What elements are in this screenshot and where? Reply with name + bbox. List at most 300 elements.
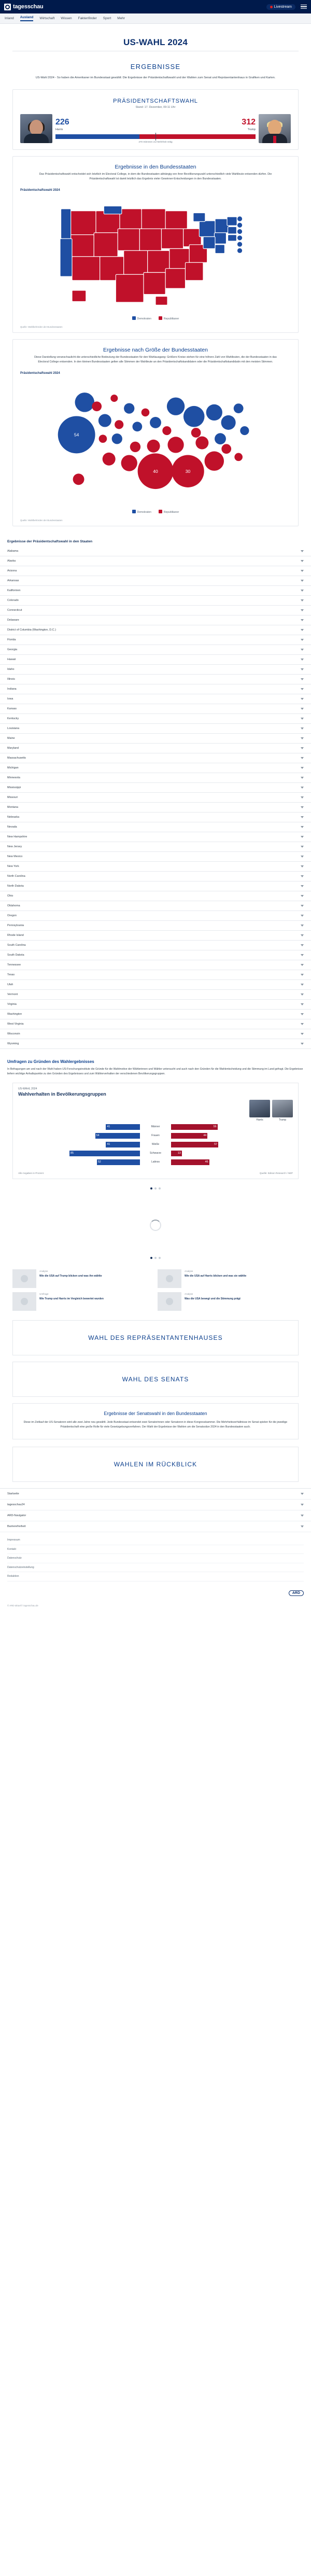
poll-row-label: Latinos <box>151 1160 160 1164</box>
results-heading: ERGEBNISSE <box>130 63 181 71</box>
poll-value-right: 56 <box>213 1125 217 1129</box>
poll-chart <box>13 1124 298 1170</box>
state-accordion-label: Florida <box>7 638 16 641</box>
state-accordion-row[interactable] <box>0 842 311 852</box>
chevron-down-icon <box>301 816 304 818</box>
teaser-text <box>39 1269 102 1288</box>
legend-democrats: Demokraten <box>132 316 151 320</box>
page-title: US-WAHL 2024 <box>123 37 188 47</box>
poll-kicker: US-WAHL 2024 <box>18 1087 37 1090</box>
poll-row <box>18 1132 293 1139</box>
footer-row[interactable] <box>0 1500 311 1510</box>
state-accordion-row[interactable] <box>0 881 311 891</box>
chevron-down-icon <box>301 885 304 887</box>
footer-row[interactable] <box>0 1489 311 1500</box>
teaser-kicker: Umfrage <box>39 1292 49 1295</box>
state-accordion-row[interactable] <box>0 704 311 714</box>
chevron-down-icon <box>301 550 304 552</box>
teaser-item[interactable] <box>158 1292 299 1311</box>
teaser-kicker: Analyse <box>185 1292 193 1295</box>
ard-logo[interactable]: ARD <box>289 1590 304 1596</box>
state-accordion-label: North Dakota <box>7 884 24 888</box>
presidential-timestamp: Stand: 17. Dezember, 09:11 Uhr <box>135 105 176 109</box>
poll-value-left: 54 <box>96 1134 100 1138</box>
state-accordion-row[interactable] <box>0 852 311 862</box>
chevron-down-icon <box>301 560 304 562</box>
state-accordion-label: Arkansas <box>7 579 19 582</box>
state-accordion-row[interactable] <box>0 744 311 753</box>
state-accordion-label: West Virginia <box>7 1022 24 1026</box>
poll-carousel-dots[interactable] <box>0 1184 311 1197</box>
chevron-down-icon <box>301 905 304 907</box>
state-accordion-row[interactable] <box>0 556 311 566</box>
state-accordion-row[interactable] <box>0 931 311 941</box>
states-accordion-title: Ergebnisse der Präsidentschaftswahl in den Staaten <box>7 539 93 543</box>
chevron-down-icon <box>301 747 304 749</box>
teaser-item[interactable] <box>12 1269 153 1288</box>
senate-states-title: Ergebnisse der Senatswahl in den Bundesstaaten <box>104 1410 207 1416</box>
poll-footer <box>13 1170 298 1179</box>
us-bubble-map[interactable] <box>13 378 298 508</box>
footer-link[interactable]: Datenschutz <box>7 1556 304 1563</box>
teaser-thumbnail <box>12 1292 36 1311</box>
nav-item-faktenfinder[interactable]: Faktenfinder <box>78 17 97 20</box>
chevron-down-icon <box>301 895 304 897</box>
state-accordion-row[interactable] <box>0 891 311 901</box>
map1-legend <box>13 314 298 326</box>
state-accordion-row[interactable] <box>0 665 311 675</box>
chevron-down-icon <box>301 1515 304 1517</box>
svg-text:40: 40 <box>153 468 158 474</box>
chevron-down-icon <box>301 856 304 858</box>
state-accordion-label: District of Columbia (Washington, D.C.) <box>7 628 56 632</box>
trump-portrait <box>259 114 291 143</box>
state-accordion-label: Kentucky <box>7 717 19 720</box>
candidate-row <box>13 114 298 143</box>
chevron-down-icon <box>301 1013 304 1015</box>
us-choropleth-map[interactable] <box>13 195 298 314</box>
poll-card <box>12 1083 299 1179</box>
chevron-down-icon <box>301 1003 304 1005</box>
elector-counts <box>52 118 259 143</box>
state-accordion-row[interactable] <box>0 832 311 842</box>
state-accordion-label: Indiana <box>7 687 17 691</box>
state-accordion-label: New Jersey <box>7 845 22 848</box>
state-accordion-label: North Carolina <box>7 874 25 878</box>
state-accordion-label: Michigan <box>7 766 19 769</box>
chevron-down-icon <box>301 836 304 838</box>
poll-row-label: Weiße <box>151 1143 160 1146</box>
chevron-down-icon <box>301 1033 304 1035</box>
state-accordion-label: Maine <box>7 736 15 740</box>
secondary-carousel-dots[interactable] <box>0 1254 311 1266</box>
harris-electors: 226 <box>55 117 69 127</box>
state-accordion-label: Maryland <box>7 746 19 750</box>
map1-text: Das Präsidentschaftswahl entscheidet sich letztlich im Electoral College, in dem die Bundesstaaten abhängig von ihrer Bevölkerungszahl unterschiedlich viele Wahlleute entsenden dürfen. Die Präsidentschaftswahl ist damit letztlich das Ergebnis vieler Gewinner-Entscheidungen in den Bundesstaaten. <box>39 172 272 180</box>
map2-subtitle: Präsidentschaftswahl 2024 <box>20 371 60 375</box>
footer-broadcaster <box>0 1585 311 1604</box>
surveys-text: In Befragungen am und nach der Wahl haben US-Forschungsinstitute die Gründe für die Wahlmotive der Wählerinnen und Wähler untersucht und auch nach den Gründen für die Wahlentscheidung und die Stimmung im Land gefragt. Die Ergebnisse liefern wichtige Anhaltspunkte zu den Gründen des Ergebnisses und zum Wählerverhalten der verschiedenen Bevölkerungsgruppen. <box>7 1067 303 1075</box>
presidential-result-card <box>12 89 299 150</box>
state-accordion-label: Delaware <box>7 618 19 622</box>
state-accordion-label: Vermont <box>7 992 18 996</box>
state-accordion-row[interactable] <box>0 1029 311 1039</box>
state-accordion-row[interactable] <box>0 625 311 635</box>
teaser-item[interactable] <box>12 1292 153 1311</box>
poll-row-label: Schwarze <box>150 1152 161 1155</box>
state-accordion-label: Missouri <box>7 795 18 799</box>
harris-name: Harris <box>55 128 63 131</box>
chevron-down-icon <box>301 826 304 828</box>
chevron-down-icon <box>301 767 304 769</box>
chevron-down-icon <box>301 1023 304 1025</box>
state-accordion-label: Nevada <box>7 825 17 829</box>
footer-link[interactable]: Datenschutzeinstellung <box>7 1565 304 1573</box>
state-accordion-label: Nebraska <box>7 815 20 819</box>
states-accordion <box>0 547 311 1049</box>
state-accordion-label: Tennessee <box>7 963 21 967</box>
trump-electors: 312 <box>242 117 256 127</box>
state-accordion-row[interactable] <box>0 822 311 832</box>
state-accordion-row[interactable] <box>0 596 311 606</box>
state-accordion-label: New Hampshire <box>7 835 27 838</box>
chevron-down-icon <box>301 649 304 651</box>
image-placeholder-icon <box>21 1298 28 1305</box>
hamburger-menu-icon[interactable] <box>301 5 307 9</box>
map2-source: Quelle: Wahlbehörden der Bundesstaaten <box>20 519 63 522</box>
chevron-down-icon <box>301 915 304 917</box>
retrospective-section-banner[interactable]: WAHLEN IM RÜCKBLICK <box>12 1447 299 1482</box>
poll-head-harris <box>249 1100 270 1122</box>
map2-title: Ergebnisse nach Größe der Bundesstaaten <box>103 346 208 353</box>
state-accordion-row[interactable] <box>0 655 311 665</box>
nav-item-ausland[interactable]: Ausland <box>20 16 34 21</box>
teaser-text <box>185 1269 246 1288</box>
state-accordion-label: Montana <box>7 805 18 809</box>
chevron-down-icon <box>301 609 304 611</box>
carousel-dot-3[interactable] <box>159 1187 161 1189</box>
chevron-down-icon <box>301 865 304 867</box>
chevron-down-icon <box>301 639 304 641</box>
chevron-down-icon <box>301 806 304 808</box>
loading-area <box>0 1197 311 1254</box>
image-placeholder-icon <box>166 1298 173 1305</box>
footer-link[interactable]: Impressum <box>7 1537 304 1545</box>
size-results-map-card <box>12 339 299 526</box>
map2-legend <box>13 508 298 519</box>
chevron-down-icon <box>301 974 304 976</box>
poll-row <box>18 1141 293 1148</box>
state-accordion-label: Utah <box>7 983 13 986</box>
poll-value-right: 46 <box>205 1160 208 1164</box>
state-accordion-row[interactable] <box>0 1000 311 1010</box>
teaser-text <box>185 1292 241 1311</box>
chevron-down-icon <box>301 1525 304 1528</box>
footer-link[interactable]: Redaktion <box>7 1574 304 1581</box>
chevron-down-icon <box>301 708 304 710</box>
carousel2-dot-1[interactable] <box>150 1257 152 1259</box>
carousel2-dot-2[interactable] <box>154 1257 157 1259</box>
state-accordion-label: Hawaii <box>7 657 16 661</box>
footer-link[interactable]: Kontakt <box>7 1547 304 1555</box>
state-accordion-label: Illinois <box>7 677 15 681</box>
chevron-down-icon <box>301 688 304 690</box>
state-accordion-label: Louisiana <box>7 726 20 730</box>
state-accordion-row[interactable] <box>0 566 311 576</box>
state-accordion-row[interactable] <box>0 724 311 734</box>
poll-row <box>18 1159 293 1166</box>
state-accordion-row[interactable] <box>0 901 311 911</box>
loading-spinner-icon <box>150 1220 161 1231</box>
state-accordion-row[interactable] <box>0 635 311 645</box>
footer-row-label: tagesschau24 <box>7 1503 25 1507</box>
state-accordion-label: Texas <box>7 973 15 976</box>
state-accordion-label: South Dakota <box>7 953 24 957</box>
state-accordion-row[interactable] <box>0 1019 311 1029</box>
nav-item-inland[interactable]: Inland <box>5 17 14 20</box>
legend-republicans: Republikaner <box>159 316 179 320</box>
poll-value-right: 13 <box>177 1152 181 1155</box>
poll-value-left: 41 <box>107 1143 110 1146</box>
nav-item-mehr[interactable]: Mehr <box>117 17 125 20</box>
presidential-title: PRÄSIDENTSCHAFTSWAHL <box>113 97 198 104</box>
chevron-down-icon <box>301 944 304 946</box>
state-accordion-label: Georgia <box>7 648 18 651</box>
state-accordion-label: New York <box>7 864 19 868</box>
chevron-down-icon <box>301 619 304 621</box>
chevron-down-icon <box>301 629 304 631</box>
carousel2-dot-3[interactable] <box>159 1257 161 1259</box>
top-bar <box>0 0 311 13</box>
state-accordion-row[interactable] <box>0 793 311 803</box>
state-accordion-label: Mississippi <box>7 786 21 789</box>
copyright-text: © ARD-aktuell / tagesschau.de <box>7 1604 38 1607</box>
candidate-harris <box>20 114 52 143</box>
legend-democrats-2: Demokraten <box>132 510 151 514</box>
teaser-text <box>39 1292 104 1311</box>
footer-links <box>0 1532 311 1585</box>
brand-label: tagesschau <box>13 4 44 10</box>
legend-republicans-2: Republikaner <box>159 510 179 514</box>
teaser-headline: Wie Trump und Harris im Vergleich bewertet wurden <box>39 1297 104 1301</box>
elector-bar <box>55 134 256 139</box>
poll-row <box>18 1124 293 1130</box>
state-accordion-row[interactable] <box>0 763 311 773</box>
poll-head-trump <box>272 1100 293 1122</box>
teaser-headline: Wie die USA auf Harris blicken und was sie wählte <box>185 1275 247 1278</box>
state-accordion-row[interactable] <box>0 586 311 596</box>
poll-head-trump-name: Trump <box>278 1118 287 1122</box>
state-accordion-row[interactable] <box>0 606 311 615</box>
state-accordion-label: Alaska <box>7 559 16 563</box>
chevron-down-icon <box>301 875 304 877</box>
chevron-down-icon <box>301 993 304 996</box>
state-accordion-row[interactable] <box>0 783 311 793</box>
teaser-grid <box>12 1269 299 1311</box>
footer-row-label: ARD-Navigator <box>7 1514 26 1518</box>
senate-states-card <box>12 1403 299 1439</box>
state-accordion-row[interactable] <box>0 645 311 655</box>
chevron-down-icon <box>301 580 304 582</box>
chevron-down-icon <box>301 964 304 966</box>
state-accordion-label: Minnesota <box>7 776 20 779</box>
state-accordion-label: Colorado <box>7 598 19 602</box>
state-accordion-row[interactable] <box>0 714 311 724</box>
state-accordion-label: Kansas <box>7 707 17 710</box>
image-placeholder-icon <box>166 1275 173 1282</box>
chevron-down-icon <box>301 777 304 779</box>
chevron-down-icon <box>301 925 304 927</box>
teaser-thumbnail <box>158 1292 181 1311</box>
footer-row[interactable] <box>0 1521 311 1532</box>
state-accordion-label: Arizona <box>7 569 17 572</box>
state-accordion-label: South Carolina <box>7 943 26 947</box>
chevron-down-icon <box>301 1504 304 1506</box>
chevron-down-icon <box>301 698 304 700</box>
state-accordion-row[interactable] <box>0 911 311 921</box>
poll-head-harris-name: Harris <box>256 1118 263 1122</box>
surveys-title: Umfragen zu Gründen des Wahlergebnisses <box>7 1059 94 1064</box>
state-accordion-row[interactable] <box>0 675 311 684</box>
us-map-svg <box>13 195 298 314</box>
state-accordion-row[interactable] <box>0 960 311 970</box>
senate-section-banner[interactable]: WAHL DES SENATS <box>12 1362 299 1397</box>
state-accordion-row[interactable] <box>0 970 311 980</box>
chevron-down-icon <box>301 787 304 789</box>
state-accordion-label: Rhode Island <box>7 933 24 937</box>
chevron-down-icon <box>301 757 304 759</box>
poll-row-label: Frauen <box>151 1134 160 1138</box>
footer-row-label: Barrierefreiheit <box>7 1525 26 1529</box>
chevron-down-icon <box>301 846 304 848</box>
live-dot-icon <box>270 6 273 8</box>
state-accordion-label: Pennsylvania <box>7 923 24 927</box>
harris-portrait <box>20 114 52 143</box>
state-accordion-label: Wisconsin <box>7 1032 20 1035</box>
house-section-banner[interactable]: WAHL DES REPRÄSENTANTENHAUSES <box>12 1320 299 1355</box>
state-accordion-label: Massachusetts <box>7 756 26 760</box>
state-accordion-row[interactable] <box>0 694 311 704</box>
chevron-down-icon <box>301 570 304 572</box>
teaser-kicker: Analyse <box>39 1269 48 1272</box>
results-intro-text: US-Wahl 2024 - So haben die Amerikaner im Bundesstaat gewählt: Die Ergebnisse der Präsidentschaftswahl und der Wahlen zum Senat und Repräsentantenhaus in Grafiken und Karten. <box>35 76 276 79</box>
chevron-down-icon <box>301 678 304 680</box>
carousel-dot-1[interactable] <box>150 1187 152 1189</box>
state-accordion-row[interactable] <box>0 734 311 744</box>
state-accordion-row[interactable] <box>0 872 311 881</box>
svg-text:30: 30 <box>185 468 191 474</box>
poll-row <box>18 1150 293 1157</box>
state-accordion-label: New Mexico <box>7 855 23 858</box>
state-accordion-row[interactable] <box>0 950 311 960</box>
nav-item-sport[interactable]: Sport <box>103 17 111 20</box>
state-accordion-label: Oregon <box>7 914 17 917</box>
state-accordion-label: Iowa <box>7 697 13 701</box>
poll-value-right: 44 <box>203 1134 207 1138</box>
state-accordion-label: Virginia <box>7 1002 17 1006</box>
chevron-down-icon <box>301 984 304 986</box>
nav-item-wissen[interactable]: Wissen <box>61 17 72 20</box>
state-accordion-row[interactable] <box>0 1039 311 1049</box>
footer-row-label: Startseite <box>7 1492 19 1496</box>
tagesschau-logo[interactable] <box>4 4 44 10</box>
teaser-thumbnail <box>158 1269 181 1288</box>
state-results-map-card <box>12 156 299 333</box>
state-accordion-label: Oklahoma <box>7 904 20 907</box>
poll-footer-left: Alle Angaben in Prozent <box>18 1171 44 1174</box>
state-accordion-label: Wyoming <box>7 1042 19 1045</box>
page-footer <box>0 1488 311 1614</box>
state-accordion-row[interactable] <box>0 615 311 625</box>
livestream-button[interactable] <box>266 4 295 10</box>
chevron-down-icon <box>301 737 304 739</box>
map1-subtitle: Präsidentschaftswahl 2024 <box>20 188 60 192</box>
footer-row[interactable] <box>0 1510 311 1521</box>
chevron-down-icon <box>301 668 304 670</box>
chevron-down-icon <box>301 659 304 661</box>
teaser-thumbnail <box>12 1269 36 1288</box>
state-accordion-row[interactable] <box>0 803 311 813</box>
state-accordion-row[interactable] <box>0 684 311 694</box>
chevron-down-icon <box>301 796 304 799</box>
state-accordion-label: Alabama <box>7 549 19 553</box>
teaser-headline: Wie die USA auf Trump blicken und was ihn wählte <box>39 1275 102 1278</box>
trump-name: Trump <box>247 128 256 131</box>
state-accordion-row[interactable] <box>0 753 311 763</box>
nav-item-wirtschaft[interactable]: Wirtschaft <box>39 17 55 20</box>
teaser-headline: Was die USA bewegt und die Stimmung prägt <box>185 1297 241 1301</box>
state-accordion-row[interactable] <box>0 921 311 931</box>
chevron-down-icon <box>301 1043 304 1045</box>
majority-caption: 270 Stimmen zur Mehrheit nötig <box>138 140 173 143</box>
logo-mark-icon <box>4 4 11 10</box>
senate-states-text: Diese im Zeitlauf der US-Senatoren wird alle zwei Jahre neu gewählt. Jede Bundesstaat entsendet zwei Senatorinnen oder Senatoren in diese Kongresskammer. Die Mehrheitsverhältnisse im Senat spielen für die jeweilige Präsidentschaft eine große Rolle für viele Gesetzgebungsverfahren. Der Wahl der Ergebnisse der Wahlen um die Senatssitze 2024 in den Bundesstaaten auch. <box>23 1420 288 1429</box>
state-accordion-label: Washington <box>7 1012 22 1016</box>
poll-value-right: 57 <box>214 1143 218 1146</box>
main-navigation <box>0 13 311 24</box>
carousel-dot-2[interactable] <box>154 1187 157 1189</box>
chevron-down-icon <box>301 590 304 592</box>
livestream-label: Livestream <box>274 5 292 9</box>
poll-candidate-heads <box>13 1100 298 1124</box>
state-accordion-row[interactable] <box>0 547 311 556</box>
poll-value-left: 52 <box>97 1160 101 1164</box>
map2-text: Diese Darstellung veranschaulicht die unterschiedliche Bedeutung der Bundesstaaten für den Wahlausgang: Größere Kreise stehen für eine höhere Zahl von Wahlleuten, die der Bundesstaaten in das Electoral College entsenden. In den kleinen Bundesstaaten gelten alle Stimmen der Wahlleute an den Präsidentschaftskandidaten oder die Präsidentschaftskandidatin mit den meisten Stimmen. <box>34 355 277 363</box>
image-placeholder-icon <box>21 1275 28 1282</box>
state-accordion-row[interactable] <box>0 980 311 990</box>
map1-source: Quelle: Wahlbehörden der Bundesstaaten <box>20 325 63 328</box>
poll-value-left: 41 <box>107 1125 110 1129</box>
state-accordion-row[interactable] <box>0 813 311 822</box>
chevron-down-icon <box>301 727 304 730</box>
poll-title: Wahlverhalten in Bevölkerungsgruppen <box>18 1091 106 1097</box>
chevron-down-icon <box>301 718 304 720</box>
state-accordion-row[interactable] <box>0 862 311 872</box>
poll-footer-right: Quelle: Edison Research / NEP <box>259 1171 293 1174</box>
svg-text:54: 54 <box>74 432 79 438</box>
map1-title: Ergebnisse in den Bundesstaaten <box>115 163 196 170</box>
state-accordion-row[interactable] <box>0 990 311 1000</box>
candidate-trump <box>259 114 291 143</box>
state-accordion-row[interactable] <box>0 576 311 586</box>
state-accordion-row[interactable] <box>0 773 311 783</box>
poll-row-label: Männer <box>151 1125 160 1129</box>
chevron-down-icon <box>301 934 304 936</box>
state-accordion-row[interactable] <box>0 1010 311 1019</box>
chevron-down-icon <box>301 599 304 601</box>
teaser-item[interactable] <box>158 1269 299 1288</box>
state-accordion-row[interactable] <box>0 941 311 950</box>
